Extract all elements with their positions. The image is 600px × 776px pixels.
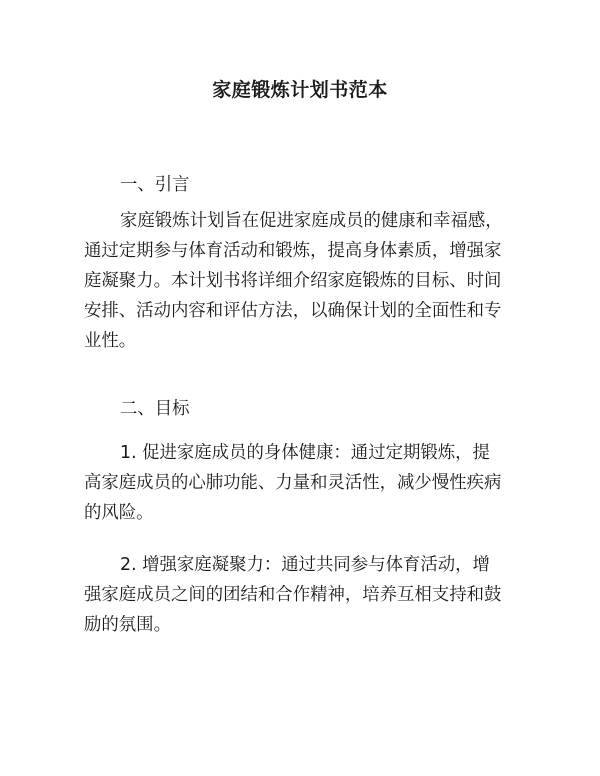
paragraph-line: 家庭锻炼计划旨在促进家庭成员的健康和幸福感， <box>120 211 503 231</box>
paragraph-line: 励的氛围。 <box>84 615 171 635</box>
paragraph-introduction <box>84 206 516 356</box>
paragraph-line: 的风险。 <box>84 503 154 523</box>
section-heading-goals: 二、目标 <box>120 399 190 419</box>
paragraph-line: 1. 促进家庭成员的身体健康：通过定期锻炼，提 <box>120 443 490 463</box>
paragraph-goal-2 <box>84 550 516 640</box>
paragraph-line: 通过定期参与体育活动和锻炼，提高身体素质，增强家 <box>84 241 502 261</box>
paragraph-goal-1 <box>84 438 516 528</box>
paragraph-line: 业性。 <box>84 331 137 351</box>
paragraph-line: 强家庭成员之间的团结和合作精神，培养互相支持和鼓 <box>84 585 502 605</box>
paragraph-line: 庭凝聚力。本计划书将详细介绍家庭锻炼的目标、时间 <box>84 271 502 291</box>
paragraph-line: 安排、活动内容和评估方法，以确保计划的全面性和专 <box>84 301 502 321</box>
paragraph-line: 高家庭成员的心肺功能、力量和灵活性，减少慢性疾病 <box>84 473 502 493</box>
paragraph-line: 2. 增强家庭凝聚力：通过共同参与体育活动，增 <box>120 555 490 575</box>
section-heading-introduction: 一、引言 <box>120 175 190 195</box>
document-title: 家庭锻炼计划书范本 <box>212 79 388 101</box>
